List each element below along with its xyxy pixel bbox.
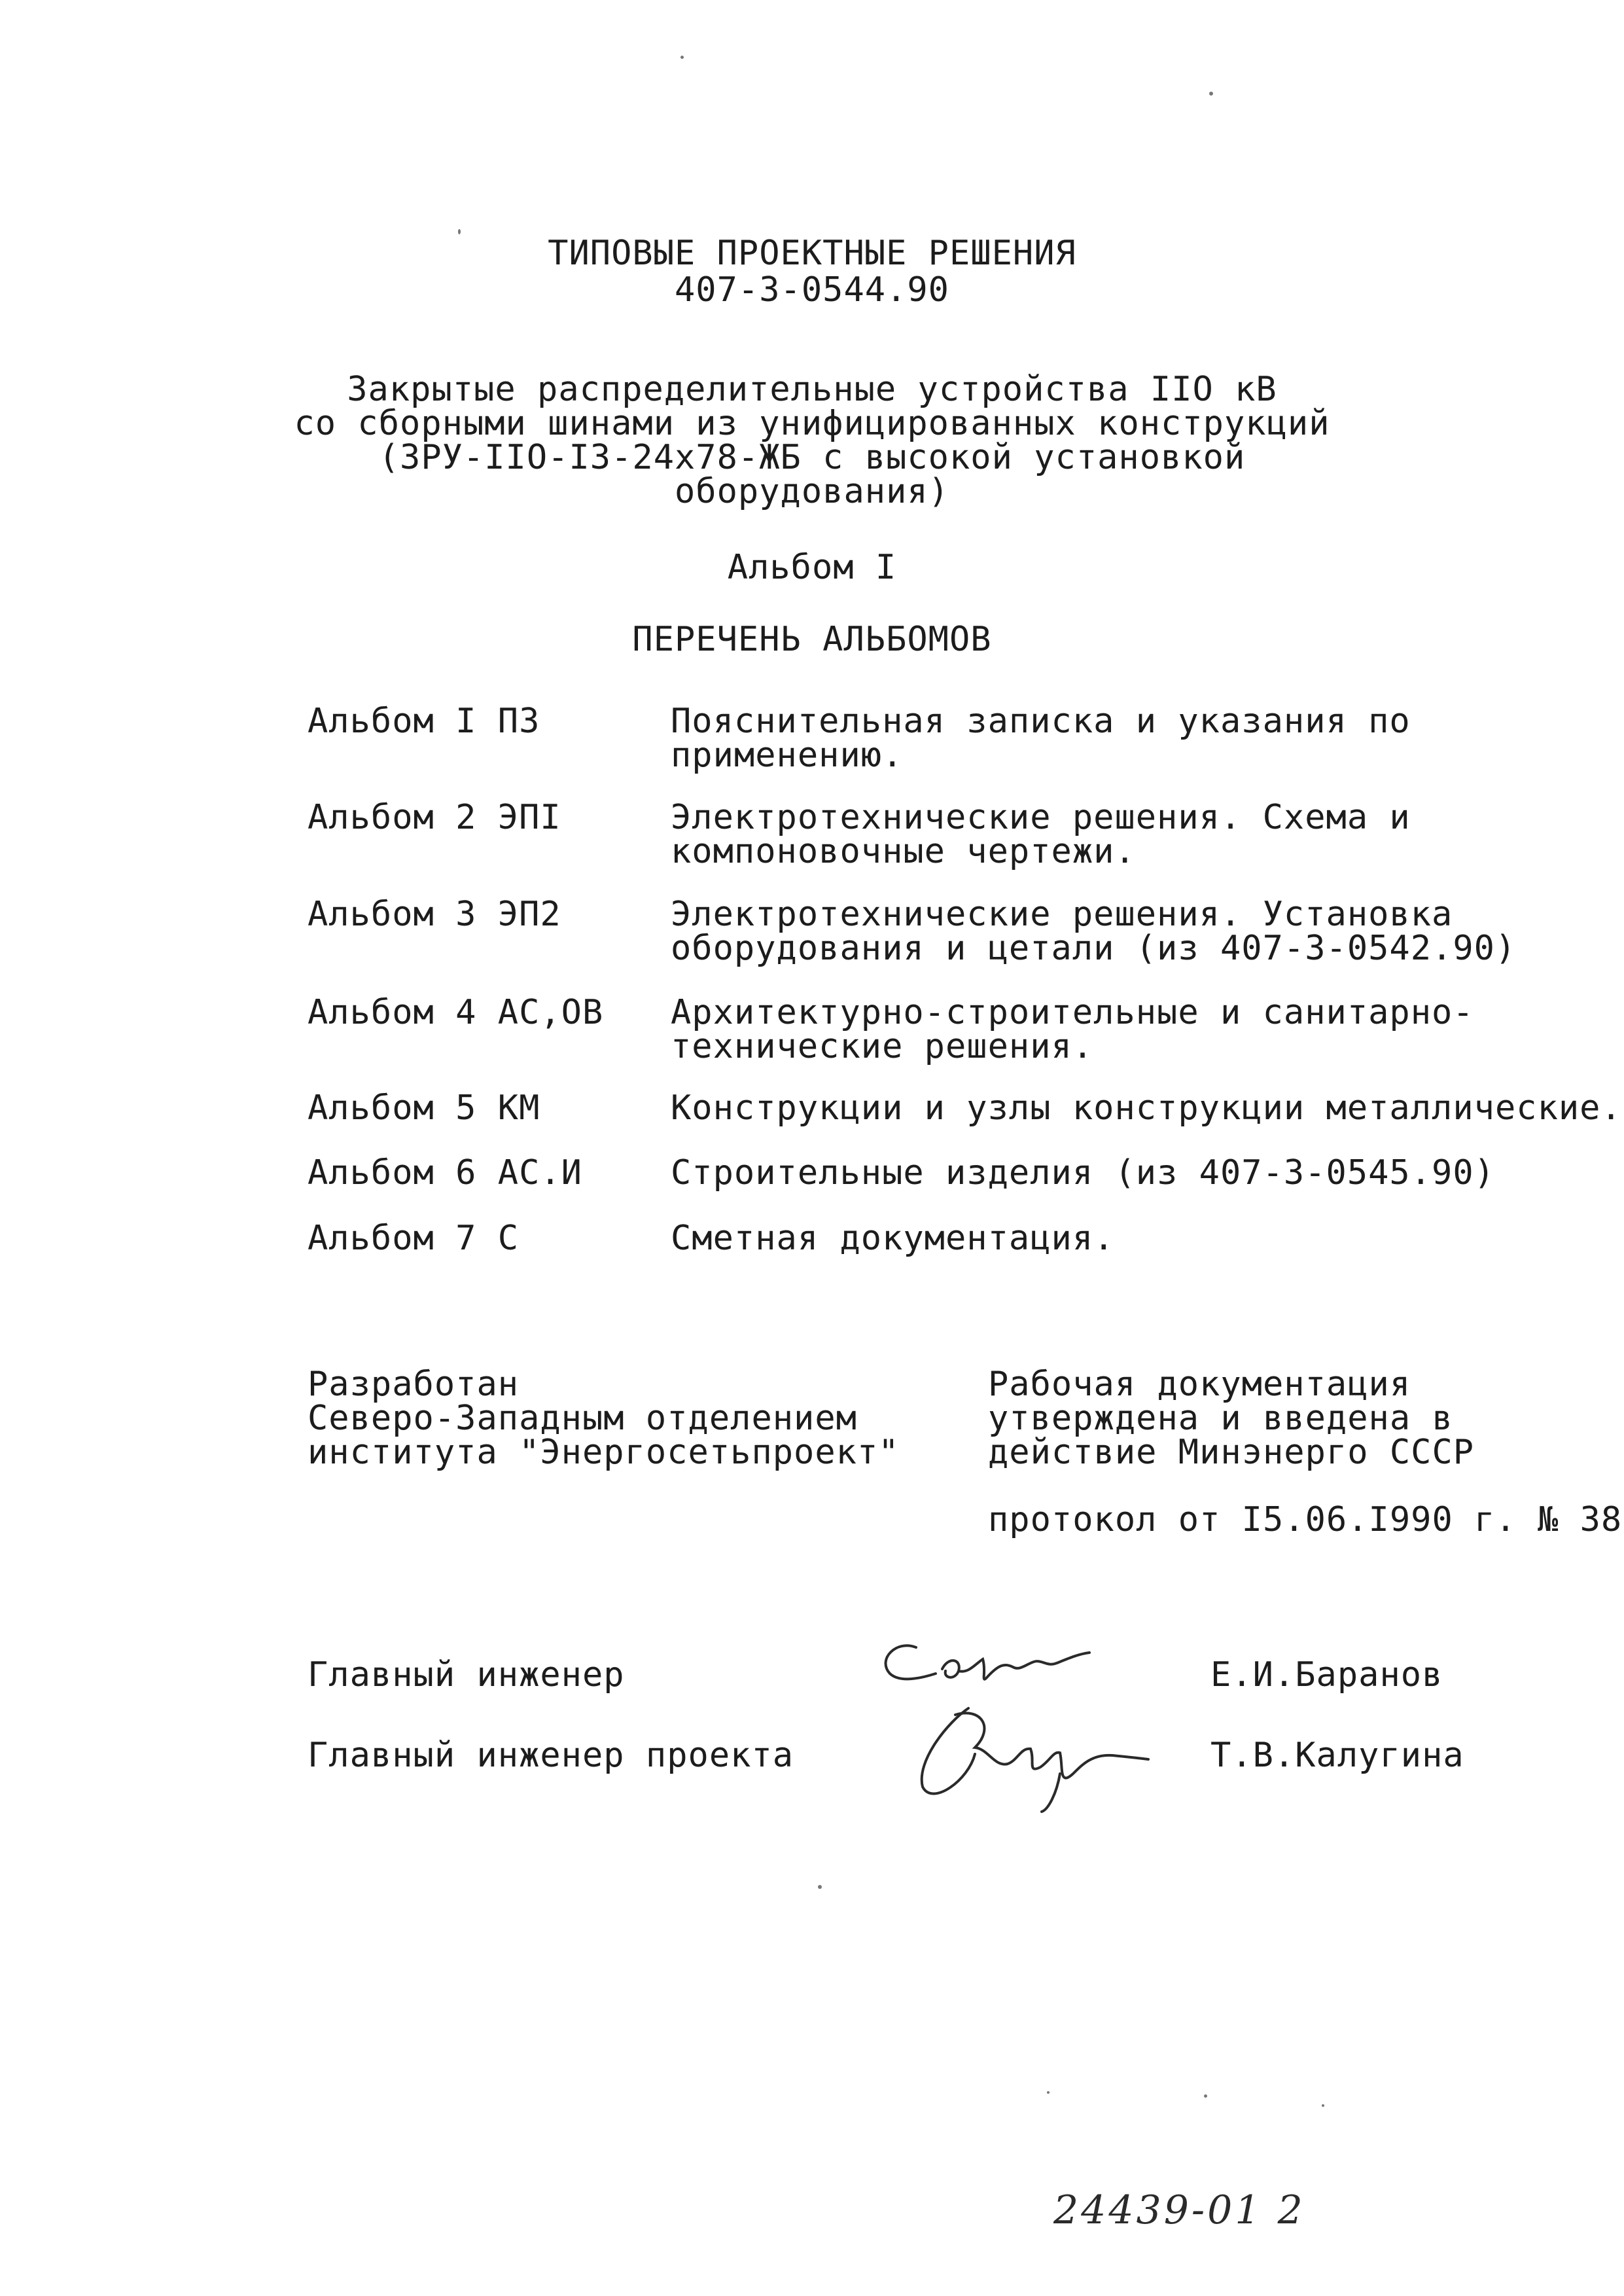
album-description: Строительные изделия (из 407-3-0545.90) <box>671 1153 1495 1193</box>
chief-project-engineer-signature <box>896 1702 1152 1813</box>
subject-line-4: оборудования) <box>675 472 949 511</box>
subject-line-2: со сборными шинами из унифицированных конструкций <box>294 404 1330 443</box>
approval-line-2: утверждена и введена в <box>988 1399 1453 1438</box>
developer-line-2: Северо-Западным отделением <box>308 1399 857 1438</box>
album-code: Альбом I ПЗ <box>308 702 540 741</box>
handwritten-archive-number: 24439-01 2 <box>1053 2187 1305 2233</box>
album-description: Электротехнические решения. Установка <box>671 895 1453 934</box>
album-description-cont: оборудования и цетали (из 407-3-0542.90) <box>671 929 1517 968</box>
chief-engineer-role: Главный инженер <box>308 1655 625 1695</box>
album-description: Электротехнические решения. Схема и <box>671 798 1411 837</box>
album-description-cont: применению. <box>671 736 904 775</box>
album-code: Альбом 2 ЭПI <box>308 798 561 837</box>
approval-line-3: действие Минэнерго СССР <box>988 1433 1475 1472</box>
approval-line-1: Рабочая документация <box>988 1365 1411 1404</box>
chief-engineer-name: Е.И.Баранов <box>1210 1655 1443 1695</box>
developer-line-3: института "Энергосетьпроект" <box>308 1433 900 1472</box>
approval-protocol: протокол от I5.06.I990 г. № 38 <box>988 1500 1623 1539</box>
developer-line-1: Разработан <box>308 1365 520 1404</box>
chief-project-engineer-role: Главный инженер проекта <box>308 1736 794 1775</box>
chief-engineer-signature <box>870 1633 1106 1705</box>
subject-line-1: Закрытые распределительные устройства IIO кВ <box>347 370 1277 409</box>
album-label: Альбом I <box>727 548 897 587</box>
album-description: Конструкции и узлы конструкции металлические. <box>671 1088 1622 1128</box>
album-description: Архитектурно-строительные и санитарно- <box>671 993 1474 1032</box>
album-code: Альбом 4 АС,ОВ <box>308 993 604 1032</box>
series-title: ТИПОВЫЕ ПРОЕКТНЫЕ РЕШЕНИЯ <box>548 234 1076 273</box>
series-number: 407-3-0544.90 <box>675 270 949 310</box>
album-code: Альбом 3 ЭП2 <box>308 895 561 934</box>
album-code: Альбом 7 С <box>308 1219 520 1258</box>
list-title: ПЕРЕЧЕНЬ АЛЬБОМОВ <box>632 620 992 659</box>
chief-project-engineer-name: Т.В.Калугина <box>1210 1736 1464 1775</box>
album-description-cont: технические решения. <box>671 1027 1094 1066</box>
album-code: Альбом 6 АС.И <box>308 1153 582 1193</box>
album-code: Альбом 5 КМ <box>308 1088 540 1128</box>
album-description-cont: компоновочные чертежи. <box>671 832 1136 871</box>
album-description: Пояснительная записка и указания по <box>671 702 1411 741</box>
album-description: Сметная документация. <box>671 1219 1115 1258</box>
subject-line-3: (ЗРУ-IIO-I3-24x78-ЖБ с высокой установкой <box>378 438 1246 477</box>
